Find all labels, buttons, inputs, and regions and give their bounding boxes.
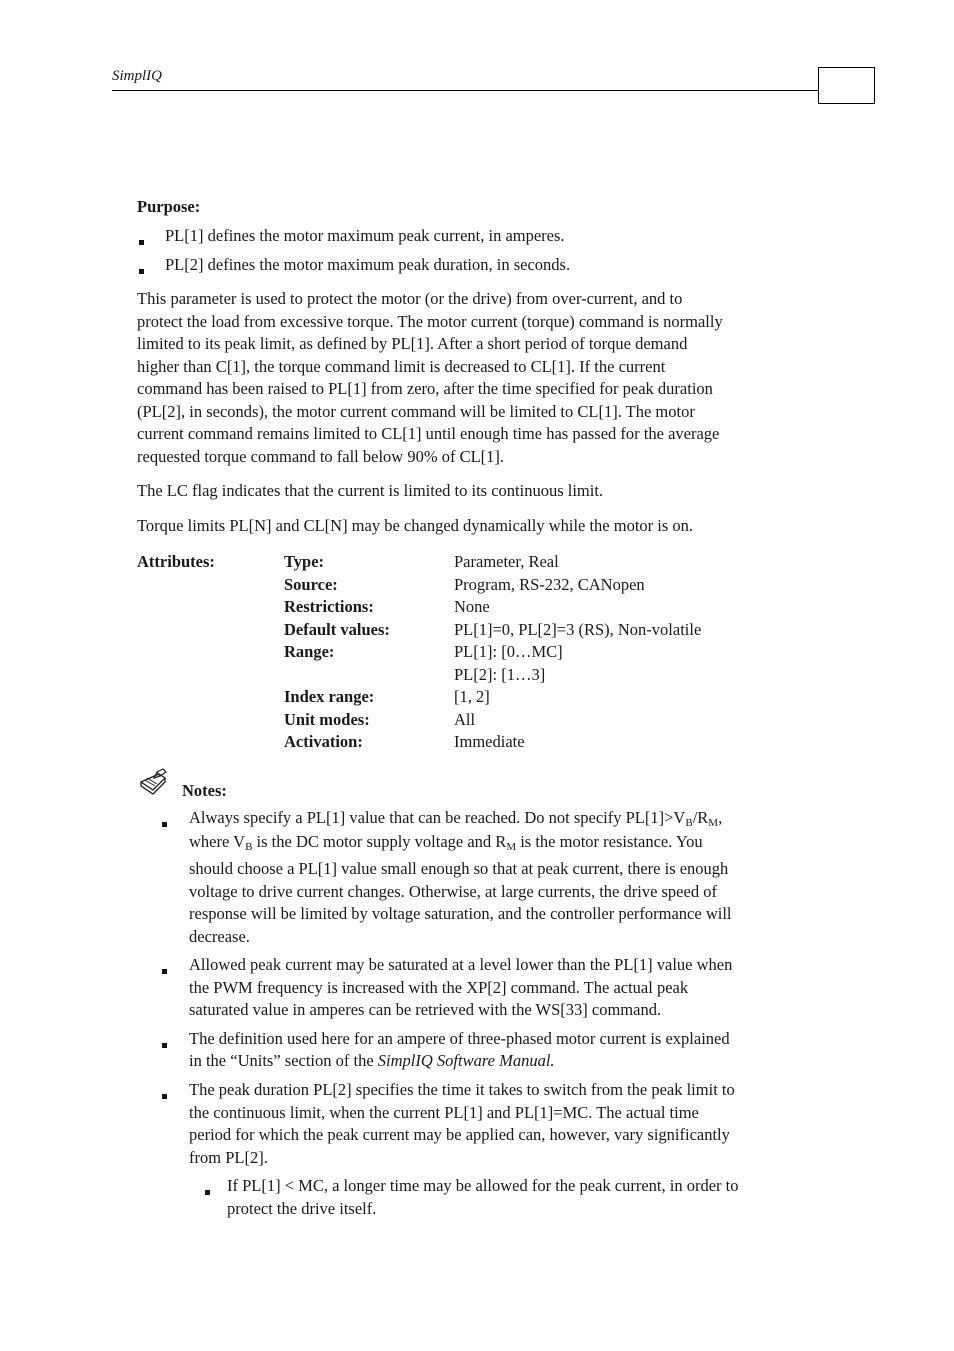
attribute-key: Source: (284, 574, 338, 594)
note-3-line-1: The definition used here for an ampere of three-phased motor current is explained (189, 1029, 730, 1048)
note-2-line: saturated value in amperes can be retrieved with the WS[33] command. (189, 1000, 662, 1019)
bullet-icon (162, 961, 167, 979)
purpose-bullet-2: PL[2] defines the motor maximum peak duration, in seconds. (165, 255, 571, 274)
paragraph-1-line: higher than C[1], the torque command limit is decreased to CL[1]. If the current (137, 356, 666, 376)
paragraph-3: Torque limits PL[N] and CL[N] may be changed dynamically while the motor is on. (137, 516, 694, 535)
note-4-line: The peak duration PL[2] specifies the time it takes to switch from the peak limit to (189, 1080, 735, 1099)
attribute-key: Unit modes: (284, 709, 370, 729)
note-2-line: the PWM frequency is increased with the XP[2] command. The actual peak (189, 977, 689, 997)
attribute-value: Immediate (454, 732, 525, 751)
bullet-icon (139, 261, 144, 279)
attribute-value: All (454, 709, 476, 729)
attribute-value: PL[2]: [1…3] (454, 664, 546, 684)
paragraph-1-line: requested torque command to fall below 90% of CL[1]. (137, 446, 505, 466)
attribute-key: Activation: (284, 732, 363, 751)
bullet-icon (139, 232, 144, 250)
note-1-line: response will be limited by voltage saturation, and the controller performance will (189, 904, 732, 923)
header-title: SimplIQ (112, 68, 162, 84)
bullet-icon (162, 1035, 167, 1053)
purpose-heading: Purpose: (137, 197, 201, 216)
paragraph-1-line: current command remains limited to CL[1] until enough time has passed for the average (137, 424, 720, 443)
bullet-icon (162, 814, 167, 832)
note-4-line: the continuous limit, when the current PL[1] and PL[1]=MC. The actual time (189, 1102, 699, 1122)
note-4-line: from PL[2]. (189, 1147, 268, 1167)
attribute-key: Index range: (284, 687, 375, 706)
note-1-line-2: where $V_B$ is the DC motor supply voltage and $R_M$ is the motor resistance. You (189, 832, 703, 853)
paragraph-1-line: This parameter is used to protect the motor (or the drive) from over-current, and to (137, 289, 683, 308)
attribute-key: Range: (284, 642, 335, 661)
paragraph-1-line: limited to its peak limit, as defined by PL[1]. After a short period of torque demand (137, 334, 688, 353)
note-1-line-1: Always specify a PL[1] value that can be reached. Do not specify $PL[1]>V_B/R_M$, (189, 808, 723, 829)
notes-heading: Notes: (182, 781, 227, 800)
attribute-value: PL[1]=0, PL[2]=3 (RS), Non-volatile (454, 619, 702, 639)
note-1-line: should choose a PL[1] value small enough so that at peak current, there is enough (189, 859, 729, 878)
note-4-sub-line: protect the drive itself. (227, 1198, 377, 1218)
attribute-key: Restrictions: (284, 597, 374, 616)
header-rule (112, 90, 818, 91)
page-number-box (818, 67, 875, 104)
attribute-value: Program, RS-232, CANopen (454, 574, 645, 594)
note-1-line: voltage to drive current changes. Otherwise, at large currents, the drive speed of (189, 881, 717, 901)
attribute-key: Default values: (284, 619, 390, 639)
note-4-sub-line: If PL[1] < MC, a longer time may be allowed for the peak current, in order to (227, 1176, 739, 1195)
bullet-icon (205, 1182, 210, 1200)
attribute-value: [1, 2] (454, 687, 490, 706)
attribute-value: Parameter, Real (454, 552, 559, 571)
paragraph-1-line: command has been raised to PL[1] from zero, after the time specified for peak duration (137, 379, 713, 398)
notepad-pencil-icon (137, 768, 171, 800)
note-3-line-2: in the “Units” section of the SimplIQ Software Manual. (189, 1051, 555, 1070)
paragraph-1-line: protect the load from excessive torque. The motor current (torque) command is normally (137, 311, 723, 331)
note-2-line: Allowed peak current may be saturated at a level lower than the PL[1] value when (189, 955, 733, 974)
purpose-bullet-1: PL[1] defines the motor maximum peak current, in amperes. (165, 226, 565, 245)
paragraph-2: The LC flag indicates that the current is limited to its continuous limit. (137, 481, 604, 500)
attribute-value: PL[1]: [0…MC] (454, 642, 563, 661)
paragraph-1-line: (PL[2], in seconds), the motor current command will be limited to CL[1]. The motor (137, 401, 695, 421)
attributes-label: Attributes: (137, 552, 215, 571)
attribute-value: None (454, 597, 490, 616)
note-4-line: period for which the peak current may be applied can, however, vary significantly (189, 1125, 730, 1144)
bullet-icon (162, 1086, 167, 1104)
attribute-key: Type: (284, 552, 325, 571)
note-1-line: decrease. (189, 926, 250, 946)
